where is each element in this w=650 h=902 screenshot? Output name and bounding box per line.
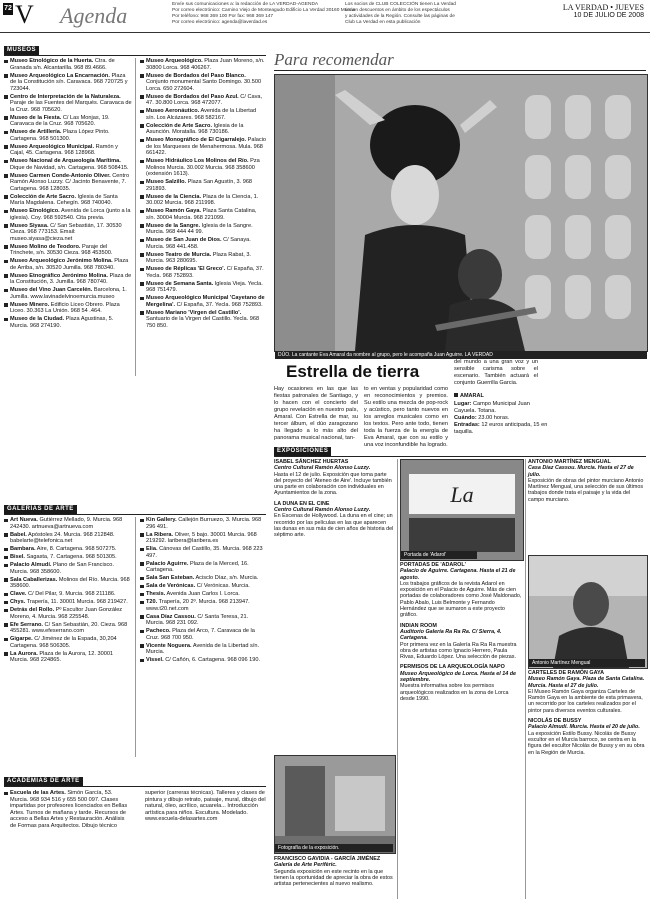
list-item [4,244,132,257]
listing-name: Clave. [10,591,27,597]
exhibition-venue: Museo Arqueológico de Lorca. Hasta el 14 de septiembre. [400,670,517,684]
listing-name: Museo de San Juan de Dios. [146,237,222,243]
listing-info: C/ Las Monjas, 19. Caravaca de la Cruz. 968 705620. [10,114,110,127]
listing-name: Museo Aeronáutico. [146,108,200,114]
list-item [4,94,132,114]
exhibition-venue: Palacio Almudí. Murcia. Hasta el 20 de julio. [528,724,640,731]
exhibition-entry [528,718,646,756]
listing-info: Plaza de la Merced, 16. Cartagena. [146,560,249,573]
divider [4,514,266,515]
feature-body-col-3: del mundo a una gran voz y un sensible carisma sobre el escenario. También actuará el conjunto Guerrilla Garcia. [454,359,538,386]
listing-info: Aire, 8. Cartagena. 968 507275. [36,546,117,552]
listing-info: Plaza Juan Moreno, s/n. 30800 Lorca. 968 406267. [146,58,265,71]
column-divider [135,58,136,376]
exhibition-venue: Auditorio Galería Ra Ra Ra. C/ Sierra, 4. Cartagena. [400,628,502,642]
listing-name: Museo Carmen Conde-Antonio Oliver. [10,172,111,179]
listing-info: Iglesia de Santa María Magdalena. Cehegín. 968 740040. [10,193,118,206]
listing-info: C/ Santa Teresa, 21. Murcia. 968 231 092. [146,613,249,626]
listing-name: Museo Etnológico de la Huerta. [10,58,94,64]
listing-info: Dique de Navidad, s/n. Cartagena. 968 508415. [10,164,129,171]
exhibition-entry [400,664,522,702]
listing-name: Sala Caballerizas. [10,576,58,583]
issue-date: 10 DE JULIO DE 2008 [573,12,644,19]
listing-info: C/ Del Pilar, 9. Murcia. 968 211186. [28,591,116,597]
listing-info: Avenida de la Libertad s/n. Murcia. [146,642,259,655]
list-item [140,73,266,93]
listing-name: Colección de Arte Sacro. [10,193,77,200]
listing-info: Iglesia Vieja. Yecla. 968 751479. [146,280,263,293]
listing-info: Plaza López Pinto. Cartagena. 968 501300. [10,129,110,142]
listing-info: Pº Escultor Juan González Moreno, 4. Murcia. 968 225548. [10,607,123,620]
list-item [4,115,132,128]
listing-info: Plaza Rabat, 3. Murcia. 963 280695. [146,251,251,264]
listing-name: Palacio Almudí. [10,562,52,568]
exhibition-entry [528,670,646,714]
feature-body-col-1: Hay ocasiones en las que las fiestas patronales de Santiago, y lo hacen con el concierto del grupo revelación en nuestro país, Amaral. Con Estrella de mar, su tercer álbum, el dúo zaragozano ha llegado a lo más alto del panorama musical nacional, tan- [274,386,358,441]
listing-name: Museo Etnográfico Jerónimo Molina. [10,272,108,279]
list-item [140,281,266,294]
listing-info: Plaza Agustinas, 5. Murcia. 968 274190. [10,316,114,329]
feature-body-col-2: to en ventas y popularidad como en reconocimientos y premios. Su estilo una mezcla de pop-rock y acústico, pero tanto nuevos en los arreglos musicales como en los textos. Pero ante todo, tienen toda la fuerza de la energía de Eva Amaral, que con su estilo y una voz inconfundible ha logrado. [364,386,448,448]
listing-name: Bisel. [10,554,25,560]
listing-name: Colección de Arte Sacro. [146,122,213,129]
list-item [4,599,132,606]
museos-column-1 [4,58,132,331]
listing-name: Museo de la Ciencia. [146,193,202,200]
exhibition-description: Exposición de obras del pintor murciano Antonio Martínez Mengual, una selección de sus últimos trabajos donde trata el paisaje y la vida del campo murciano. [528,477,644,503]
listing-name: Museo Salzillo. [146,179,187,185]
exhibition-venue: Museo Ramón Gaya. Plaza de Santa Catalina. Murcia. Hasta el 27 de julio. [528,676,645,689]
exhibition-title: NICOLÁS DE BUSSY [528,718,582,725]
exhibition-title: CARTELES DE RAMÓN GAYA [528,670,604,676]
listing-info: Avenida Juan Carlos I. Lorca. [166,591,240,597]
exhibition-description: Por primera vez en la Galería Ra Ra Ra muestra obra de artistas como Ignacio Herrero, Paula Rivas, Eduardo López. Una selección de piezas. [400,641,517,661]
exhibition-entry [528,459,646,503]
list-item [140,158,266,178]
artist-portrait-image [529,556,647,668]
listing-info: C/ Sanaya. Murcia. 968 441.458. [146,237,251,250]
listing-name: Museo Molino de Teodoro. [10,243,81,250]
list-item [4,622,132,635]
list-item [4,58,132,71]
exhibition-venue: Centro Cultural Ramón Alonso Luzzy. [274,507,371,514]
listing-info: Ctra. de Granada s/n. Alcantarilla. 968 89.4666. [10,58,115,71]
event-info: Lugar: Campo Municipal Juan Cayuela. Totana. Cuándo: 23.00 horas. Entradas: 12 euros anticipada, 15 en taquilla. [454,401,548,435]
list-item [140,194,266,207]
section-bar-exposiciones: EXPOSICIONES [274,447,331,456]
exposiciones-column-1 [274,459,394,543]
section-letter: V [15,0,34,29]
exhibition-title: PORTADAS DE 'ADAROL' [400,562,466,568]
list-item [4,554,132,561]
divider [274,456,646,457]
masthead [563,3,644,19]
list-item [4,73,132,93]
listing-name: Museo Mariano 'Virgen del Castillo'. [146,309,242,316]
listing-info: Plaza San Agustín, 3. 968 291893. [146,179,253,192]
listing-info: C/ San Sebastián, 17. 30530 Cieza. 968 773153. Email: museo.siyasa@cieza.net [10,222,122,242]
exhibition-venue: Centro Cultural Ramón Alonso Luzzy. [274,465,371,472]
listing-info: Plaza de Arriba, s/n. 30520 Jumilla. 968 780340. [10,258,129,271]
listing-name: T20. [146,599,158,605]
listing-info: Gutiérrez Mellado, 9. Murcia. 968 242430. artnueva@artnueva.com [10,517,123,530]
exhibition-entry [274,459,394,497]
listing-name: Gigarpe. [10,636,33,642]
listing-info: Acisclo Díaz, s/n. Murcia. [195,575,259,581]
page-number: 72 [3,3,13,15]
listing-info: C/ Jiménez de la Espada, 30,204 Cartagena. 968 506305. [10,636,117,649]
list-item [4,273,132,286]
listing-info: C/ España, 37. Yecla. 968 752893. [176,301,263,308]
section-bar-galerias: GALERÍAS DE ARTE [4,505,77,514]
club-note: Los socios de CLUB COLECCIÓN tienen La Verdad tienen descuentos en ámbito de los espectáculos y actividades de la Región. Consulte las páginas de Club La Verdad en esta publicación [345,2,456,25]
exhibition-description: Hasta el 12 de julio. Exposición que toma parte del proyecto del 'Ateneo de Aire'. Incluye también una parte en colaboración con individuales en Ayuntamientos de la zona. [274,471,392,497]
list-item [4,129,132,142]
listing-info: Paraje de las Fuentes del Marqués. Caravaca de la Cruz. 968 705620. [10,100,132,113]
listing-name: Thesis. [146,591,166,597]
listing-info: C/ Cava, 47. 30.800 Lorca. 968 472077. [146,93,263,106]
divider [4,786,266,787]
listing-name: La Aurora. [10,650,38,657]
listing-info: Cánovas del Castillo, 35. Murcia. 968 223 497. [146,546,263,559]
list-item [140,94,266,107]
listing-name: Museo de la Ciudad. [10,316,65,322]
listing-info: Santuario de la Virgen del Castillo. Yecla. 968 750 850. [146,316,260,329]
listing-info: Sagasta, 7. Cartagena. 968 501305. [26,554,117,560]
list-item [140,179,266,192]
listing-info: Edificio Liceo Obrero. Plaza Liceo. 30.363 La Unión. 968 54 .464. [10,301,120,314]
listing-name: Efe Serrano. [10,621,43,628]
listing-info: Pza Molinos Murcia. 30.002 Murcia. 968 358600 (extensión 1613). [146,158,260,177]
list-item [140,517,266,530]
listing-name: Museo de la Sangre. [146,222,201,229]
listing-info: Barcelona, 1. Jumilla. www.lavinadelvinoemurcia.museo [10,287,127,300]
listing-name: Museo Arqueológico Municipal. [10,143,95,150]
academias-listing [4,790,266,829]
listing-name: Museo Arqueológico Jerónimo Molina. [10,258,113,264]
listing-name: Museo Nacional de Arqueología Marítima. [10,158,121,164]
listing-name: Museo de Réplicas 'El Greco'. [146,266,226,272]
list-item [4,636,132,649]
listing-name: Museo de Artillería. [10,129,62,135]
listing-info: Avenida de Lorca (junto a la iglesia). Coy. 968 592540. Cita previa. [10,208,131,221]
listing-name: Museo Siyasa. [10,222,49,229]
listing-info: Plano de San Francisco. Murcia. 968 358600. [10,562,114,575]
exposiciones-column-3b [528,670,646,760]
list-item [140,614,266,627]
exhibition-entry [274,501,394,539]
listing-name: Museo Teatro de Murcia. [146,251,212,258]
list-item [4,532,132,545]
list-item [4,546,132,553]
list-item [140,108,266,121]
listing-name: Sala de Verónicas. [146,583,196,589]
list-item [4,144,132,157]
section-bar-academias: ACADEMIAS DE ARTE [4,777,83,786]
band-photo [274,74,648,352]
list-item [140,252,266,265]
list-item [140,266,266,279]
galerias-column-2 [140,517,266,665]
exhibition-venue: Casa Díaz Cassou. Murcia. Hasta el 27 de julio. [528,465,634,478]
listing-name: Kin Gallery. [146,517,177,523]
exposiciones-column-2 [400,562,522,706]
listing-info: C/ Verónicas. Murcia. [196,583,250,589]
list-item [140,123,266,136]
exhibition-description: El Museo Ramón Gaya organiza Carteles de Ramón Gaya en la ambiente de esta primavera, un recorrido por los carteles realizados por el pintor para diversos eventos culturales. [528,688,643,714]
listing-name: Elia. [146,546,158,552]
list-item [140,208,266,221]
listing-info: Plaza de la Constitución, 3. Jumilla. 968 780740. [10,272,132,285]
listing-name: Museo Etnológico. [10,208,60,214]
list-item [4,173,132,193]
listing-name: Museo Arqueológico Municipal 'Cayetano de Mergelina'. [146,295,265,308]
section-name: Agenda [60,3,128,28]
list-item: Escuela de las Artes. Simón García, 53. Murcia. 968 934 516 y 655 500 097. Clases impartidas por profesores licenciados en Bellas Artes. Turnos de mañana y tarde. Recursos de acceso a Bellas Artes y Restauración. Análisis de Formas para Arquitectos. Dibujo técnico superior (carreras técnicas). Talleres y clases de pintura y dibujo retrato, paisaje, mural, dibujo del natural, óleo, acrílico, acuarela... Introducción artística para niños. Escultura. Modelado. www.escuela-delasartes.com [4,790,266,829]
feature-headline: Estrella de tierra [286,362,420,381]
list-item [140,295,266,308]
list-item [4,651,132,664]
exhibition-description: Los trabajos gráficos de la revista Adarol en exposición en el Palacio de Aguirre. Más de cien portadas de colaboradores como José Maldonado, Pablo Abalo, Luis Belmonte y Fernando Hernández que se sumaron a este proyecto gráfico. [400,580,522,619]
photo-caption: DÚO. La cantante Eva Amaral da nombre al grupo, pero le acompaña Juan Aguirre. LA VERDAD [275,351,647,359]
exhibition-photo [274,755,396,854]
listing-info: Callejón Burruezo, 3. Murcia. 968 296 491. [146,517,262,530]
exhibition-entry [400,623,522,661]
listing-name: Babel. [10,531,27,538]
listing-name: Museo de Semana Santa. [146,280,214,287]
listing-name: Pacheco. [146,628,171,634]
listing-info: Plaza de la Aurora, 12. 30001 Murcia. 968 224865. [10,650,114,663]
list-item [4,517,132,530]
listing-info: Centro Ramón Alonso Luzzy. C/ Jacinto Benavente, 7. Cartagena. 968 128035. [10,172,130,192]
exhibition-description: La exposición Estilo Bussy. Nicolás de Bussy escultor en el Murcia barroco, se centra en la figura del escultor Nicolás de Bussy y en su obra en la Región de Murcia. [528,730,645,756]
list-item [140,599,266,612]
list-item [4,577,132,590]
listing-name: Detrás del Rollo. [10,607,55,613]
listing-name: Sala San Esteban. [146,575,195,581]
list-item [140,657,266,664]
exhibition-description: Muestra informativa sobre los permisos arqueológicos realizados en la zona de Lorca desde 1990. [400,683,509,702]
listing-info: Plaza del Arco, 7. Caravaca de la Cruz. 968 700 950. [146,628,255,641]
listing-info: Plaza de la Constitución s/n. Caravaca. 968 720725 y 723044. [10,72,128,92]
listing-name: Museo de la Fiesta. [10,114,62,121]
exhibition-entry [400,562,522,619]
column-divider [397,459,398,899]
column-divider [135,517,136,757]
listing-info: Trapería, 20 2º. Murcia. 968 213947. www.t20.net.com [146,599,250,612]
page-header [0,0,650,33]
listing-info: Palacio de los Marqueses de Menahermosa. Mula. 968 661422. [146,137,267,156]
listing-name: Museo Ramón Gaya. [146,208,202,214]
exposiciones-column-3 [528,459,646,507]
list-item [4,287,132,300]
listing-info: C/ Cañón, 6. Cartagena. 968 096 190. [165,657,261,663]
listing-info: Plaza de la Ciencia, 1. 30.002 Murcia. 968 211998. [146,193,259,206]
listing-name: Museo Arqueológico. [146,58,203,64]
list-item [4,302,132,315]
list-item [4,591,132,598]
listing-name: Museo Arqueológico La Encarnación. [10,72,110,79]
artist-portrait [528,555,648,669]
exhibition-title: ISABEL SÁNCHEZ HUERTAS [274,459,349,465]
listing-info: Plaza Santa Catalina, s/n. 30004 Murcia. 968 221099. [146,208,257,221]
contact-note: Envíe sus comunicaciones a: la redacción de LA VERDAD-AGENDA Por correo electrónico: Camino Viejo de Monteagudo Edificio La Verdad 30160 Murcia Por teléfono: 968 369 100 Por fax: 968 369 147 Por correo electrónico: agenda@laverdad.es [172,2,356,25]
listing-name: Museo de Bordados del Paso Blanco. [146,72,246,79]
list-item [4,258,132,271]
exhibition-title: INDIAN ROOM [400,622,437,629]
list-item [4,316,132,329]
exhibition-title: ANTONIO MARTÍNEZ MENGUAL [528,459,611,465]
svg-text:La: La [450,482,474,507]
band-photo-image [275,75,647,351]
list-item [4,223,132,243]
list-item [140,561,266,574]
list-item [140,583,266,590]
adarol-cover-photo [400,459,524,561]
listing-name: Centro de Interpretación de la Naturaleza. [10,93,121,100]
list-item [4,208,132,221]
listing-info: Oliver, 5 bajo. 30001 Murcia. 968 219292. laribera@laribera.es [146,531,257,544]
listing-info: Iglesia de la Sangre. Murcia. 968 444 44 99. [146,222,253,235]
exhibition-photo-caption: Fotografía de la exposición. [275,844,393,852]
adarol-caption: Portada de 'Adarol' [401,551,477,559]
list-item [140,575,266,582]
exposiciones-tail: FRANCISCO GAVIDIA - GARCÍA JIMÉNEZ Galería de Arte Perifèric. Segunda exposición en este recinto en la que tienen la oportunidad de apreciar la obra de estos artistas pertenecientes al nuevo realismo. [274,856,393,888]
listing-info: Molinos del Río. Murcia. 968 358600. [10,576,130,589]
list-item [140,546,266,559]
artist-caption: Antonio Martínez Mengual [529,659,645,667]
listing-info: Conjunto monumental Santo Domingo. 30.500 Lorca. 650 272604. [146,79,262,92]
feature-kicker: Para recomendar [274,50,394,69]
exhibition-photo-image [275,756,395,853]
section-bar-museos: MUSEOS [4,46,39,55]
listing-name: Museo Hidráulico Los Molinos del Río. [146,158,249,164]
exhibition-title: PERMISOS DE LA ARQUEOLOGÍA NAPO [400,664,505,671]
listing-name: Museo del Vino Juan Carcelén. [10,287,93,293]
listing-name: Museo Monográfico de El Cigarralejo. [146,137,247,143]
list-item [140,237,266,250]
list-item [4,607,132,620]
list-item [4,158,132,171]
listing-info: Iglesia de la Asunción. Moratalla. 968 730186. [146,122,244,135]
listing-name: Museo de Bordados del Paso Azul. [146,93,239,100]
list-item [140,591,266,598]
list-item [140,310,266,330]
listing-info: Trapería, 11. 30001 Murcia. 968 219427. [26,599,128,605]
listing-name: Vicente Noguera. [146,642,192,649]
event-info-title: AMARAL [454,393,484,399]
listing-info: Avenida de la Libertad s/n. Los Alcázares. 968 582167. [146,108,257,121]
listing-name: Museo Minero. [10,301,50,308]
museos-column-2 [140,58,266,331]
list-item [4,562,132,575]
listing-info: Ramón y Cajal, 45. Cartagena. 968 128968. [10,143,118,156]
list-item [140,137,266,157]
listing-name: Vissel. [146,657,164,663]
listing-info: Apóstoles 24. Murcia. 968 212848. babelarte@telefonica.net [10,531,115,544]
galerias-column-1 [4,517,132,665]
exhibition-description: En Escenas de Hollywood. La duna en el cine; un recorrido por las películas en las que aparecen las dunas en sus más de cien años de historia del séptimo arte. [274,513,394,539]
listing-name: Art Nueva. [10,517,38,523]
exhibition-venue: Palacio de Aguirre. Cartagena. Hasta el 21 de agosto. [400,568,516,581]
adarol-cover-image [401,460,523,560]
listing-info: C/ San Sebastián, 20. Cieza. 968 455281. www.efeserrano.com [10,621,128,634]
divider [4,55,266,56]
listing-info: C/ España, 37. Yecla. 968 752893. [146,266,264,279]
listing-name: Chys. [10,599,26,605]
list-item [140,223,266,236]
column-divider [525,459,526,899]
listing-name: Bambara. [10,546,36,552]
listing-name: Casa Díaz Cassou. [146,613,196,620]
brand-name: LA VERDAD • JUEVES [562,3,644,12]
list-item [140,532,266,545]
listing-name: La Ribera. [146,531,174,538]
divider [274,70,646,71]
list-item [140,643,266,656]
exhibition-title: LA DUNA EN EL CINE [274,500,330,507]
listing-name: Palacio Aguirre. [146,560,189,567]
listing-info: Paraje del Trinchete, s/n. 30530 Cieza. 968 453500. [10,243,113,256]
list-item [4,194,132,207]
list-item [140,628,266,641]
list-item [140,58,266,71]
